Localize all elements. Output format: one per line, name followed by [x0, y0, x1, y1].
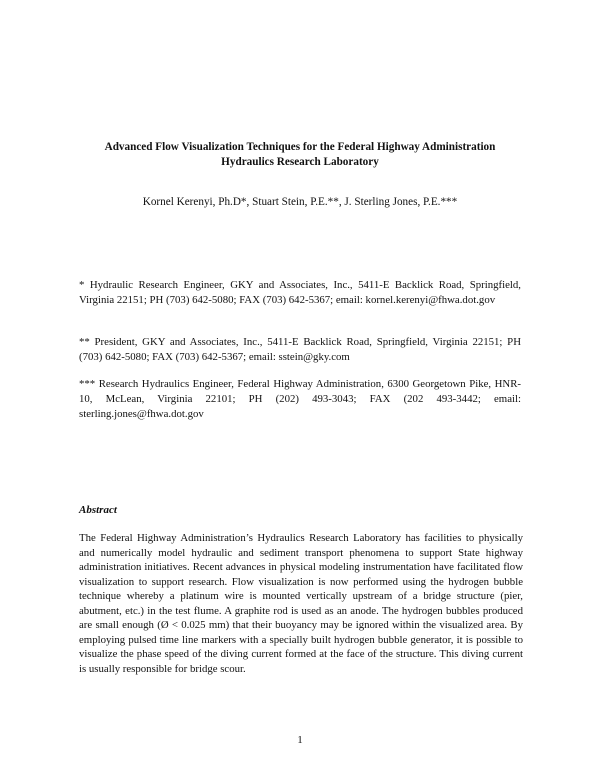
- paper-title-line-1: Advanced Flow Visualization Techniques for the Federal Highway Administration: [104, 141, 496, 153]
- paper-title-line-2: Hydraulics Research Laboratory: [221, 155, 379, 168]
- author-list: Kornel Kerenyi, Ph.D*, Stuart Stein, P.E.**, J. Sterling Jones, P.E.***: [142, 196, 458, 208]
- paper-title: [60, 140, 540, 169]
- abstract-text: The Federal Highway Administration’s Hydraulics Research Laboratory has facilities to physically and numerically model hydraulic and sediment transport phenomena to support State highway administration initiatives. Recent advances in physical modeling instrumentation have facilitated flow visualization to support research. Flow visualization is now performed using the hydrogen bubble technique whereby a platinum wire is mounted vertically upstream of a bridge structure (pier, abutment, etc.) in the test flume. A graphite rod is used as an anode. The hydrogen bubbles produced are small enough (Ø < 0.025 mm) that their buoyancy may be ignored within the visualized area. By employing pulsed time line markers with a specially built hydrogen bubble generator, it is possible to visualize the phase speed of the diving current formed at the face of the structure. This diving current is usually responsible for bridge scour.: [79, 532, 523, 675]
- affiliation-2: ** President, GKY and Associates, Inc., 5411-E Backlick Road, Springfield, Virginia 22151; PH (703) 642-5080; FAX (703) 642-5367; email: sstein@gky.com: [79, 336, 521, 363]
- page-number: 1: [297, 734, 303, 746]
- abstract-heading: Abstract: [79, 504, 117, 516]
- affiliation-1: * Hydraulic Research Engineer, GKY and Associates, Inc., 5411-E Backlick Road, Springfield, Virginia 22151; PH (703) 642-5080; FAX (703) 642-5367; email: kornel.kerenyi@fhwa.dot.gov: [79, 279, 521, 306]
- affiliation-3: *** Research Hydraulics Engineer, Federal Highway Administration, 6300 Georgetown Pike, HNR-10, McLean, Virginia 22101; PH (202) 493-3043; FAX (202 493-3442; email: sterling.jones@fhwa.dot.gov: [79, 378, 521, 420]
